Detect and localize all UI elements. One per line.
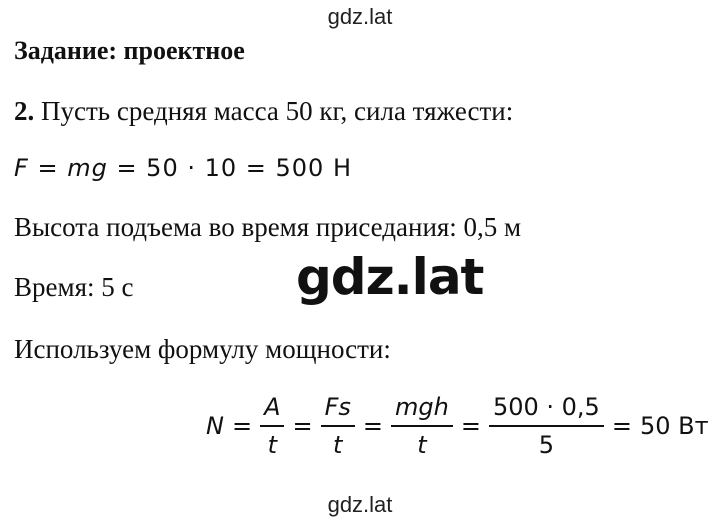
fraction-denominator: 5 [538,430,555,459]
power-symbol: N [206,412,224,440]
fraction-bar [391,425,453,427]
problem-text: Пусть средняя масса 50 кг, сила тяжести: [34,96,514,126]
problem-number: 2. [14,96,35,126]
fraction-numeric [489,391,604,461]
power-formula [206,388,709,464]
problem-statement [14,96,513,127]
equals-sign: = [28,154,68,182]
fraction-numerator: 500 · 0,5 [492,393,600,422]
fraction-bar [260,425,284,427]
task-title: Задание: проектное [14,36,245,65]
fraction-mgh [391,391,453,461]
time-line: Время: 5 с [14,272,134,302]
equals-sign: = [292,412,313,440]
fraction-denominator: t [333,430,343,459]
fraction-denominator: t [267,430,277,459]
mg-symbol: mg [67,154,108,182]
fraction-bar [321,425,355,427]
force-symbol: F [14,154,29,182]
fraction-denominator: t [417,430,427,459]
watermark-bottom: gdz.lat [327,492,393,517]
fraction-numerator: A [264,393,281,422]
fraction-force-distance [321,391,355,461]
fraction-bar [489,425,604,427]
fraction-work-time [260,391,284,461]
equals-sign: = [460,412,481,440]
fraction-numerator: Fs [324,393,351,422]
formula-intro: Используем формулу мощности: [14,334,391,364]
watermark-top: gdz.lat [327,4,393,29]
power-result: 50 Вт [639,412,709,440]
equals-sign: = [362,412,384,440]
fraction-numerator: mgh [395,393,449,422]
gravity-formula [14,154,352,182]
watermark-middle: gdz.lat [296,248,484,306]
equals-sign: = [231,412,253,440]
equals-sign: = [611,412,632,440]
gravity-calculation: = 50 · 10 = 500 Н [107,154,352,182]
height-line: Высота подъема во время приседания: 0,5 м [14,212,522,242]
